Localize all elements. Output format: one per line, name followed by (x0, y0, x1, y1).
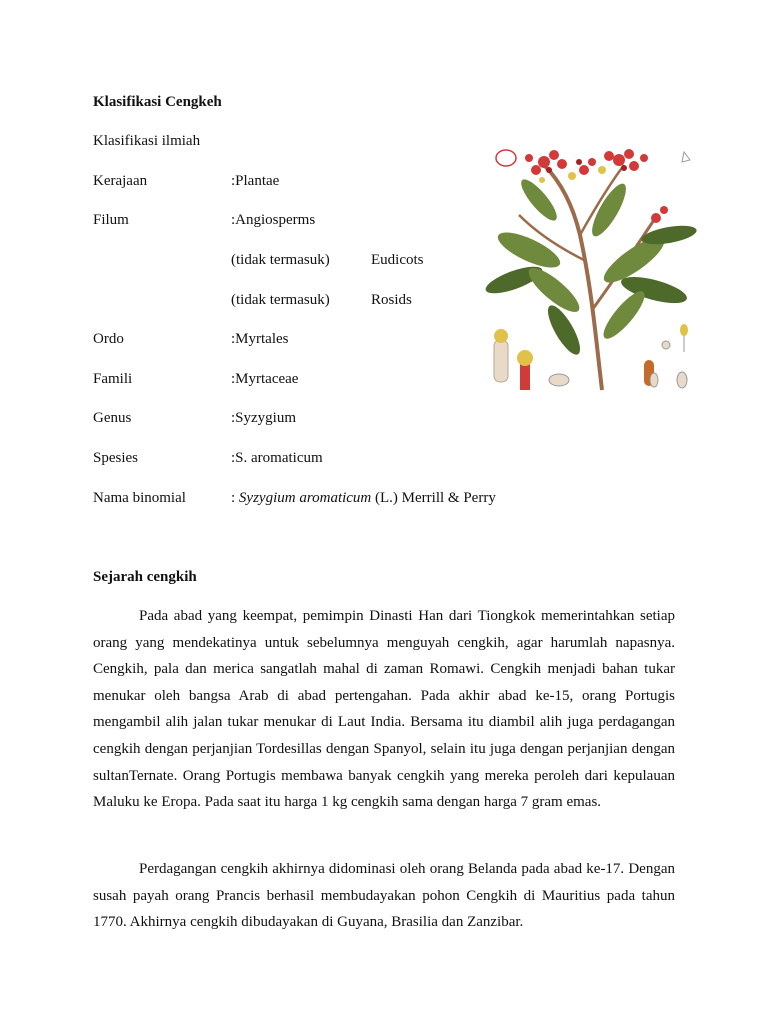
taxonomy-value: :S. aromaticum (231, 450, 323, 466)
taxonomy-value: (tidak termasuk) (231, 252, 330, 268)
binomial-authority: (L.) Merrill & Perry (371, 490, 496, 506)
taxonomy-row-binomial (93, 490, 653, 510)
section-title: Sejarah cengkih (93, 569, 197, 585)
taxonomy-label: Nama binomial (93, 490, 186, 506)
taxonomy-value: :Plantae (231, 173, 280, 189)
taxonomy-label: Ordo (93, 331, 124, 347)
taxonomy-extra: Eudicots (371, 252, 424, 268)
taxonomy-value: :Angiosperms (231, 212, 316, 228)
binomial-prefix: : (231, 490, 239, 506)
taxonomy-extra: Rosids (371, 292, 412, 308)
taxonomy-label: Spesies (93, 450, 138, 466)
clove-plant-illustration (484, 140, 700, 402)
taxonomy-label: Genus (93, 410, 132, 426)
clove-botanical-drawing (484, 140, 700, 402)
taxonomy-value: :Myrtaceae (231, 371, 299, 387)
taxonomy-value: (tidak termasuk) (231, 292, 330, 308)
taxonomy-row-genus (93, 410, 653, 430)
history-paragraph-2: Perdagangan cengkih akhirnya didominasi oleh orang Belanda pada abad ke-17. Dengan susah payah orang Prancis berhasil membudayakan pohon Cengkih di Mauritius pada tahun 1770. Akhirnya cengkih dibudayakan di Guyana, Brasilia dan Zanzibar. (93, 861, 675, 931)
binomial-italic-name: Syzygium aromaticum (238, 490, 372, 506)
taxonomy-label: Famili (93, 371, 133, 387)
history-paragraph-1: Pada abad yang keempat, pemimpin Dinasti Han dari Tiongkok memerintahkan setiap orang yang mendekatinya untuk sebelumnya menguyah cengkih, agar harumlah napasnya. Cengkih, pala dan merica sangatlah mahal di zaman Romawi. Cengkih menjadi bahan tukar menukar oleh bangsa Arab di abad pertengahan. Pada akhir abad ke-15, orang Portugis mengambil alih jalan tukar menukar di Laut India. Bersama itu diambil alih juga perdagangan cengkih dengan perjanjian Tordesillas dengan Spanyol, selain itu juga dengan perjanjian dengan sultanTernate. Orang Portugis membawa banyak cengkih yang mereka peroleh dari kepulauan Maluku ke Eropa. Pada saat itu harga 1 kg cengkih sama dengan harga 7 gram emas. (93, 608, 675, 811)
taxonomy-value: :Syzygium (231, 410, 297, 426)
binomial-value (231, 490, 496, 507)
taxonomy-label: Kerajaan (93, 173, 148, 189)
taxonomy-label: Filum (93, 212, 129, 228)
taxonomy-value: :Myrtales (231, 331, 289, 347)
classification-subtitle: Klasifikasi ilmiah (93, 133, 201, 149)
document-title: Klasifikasi Cengkeh (93, 94, 222, 110)
taxonomy-row-spesies (93, 450, 653, 470)
